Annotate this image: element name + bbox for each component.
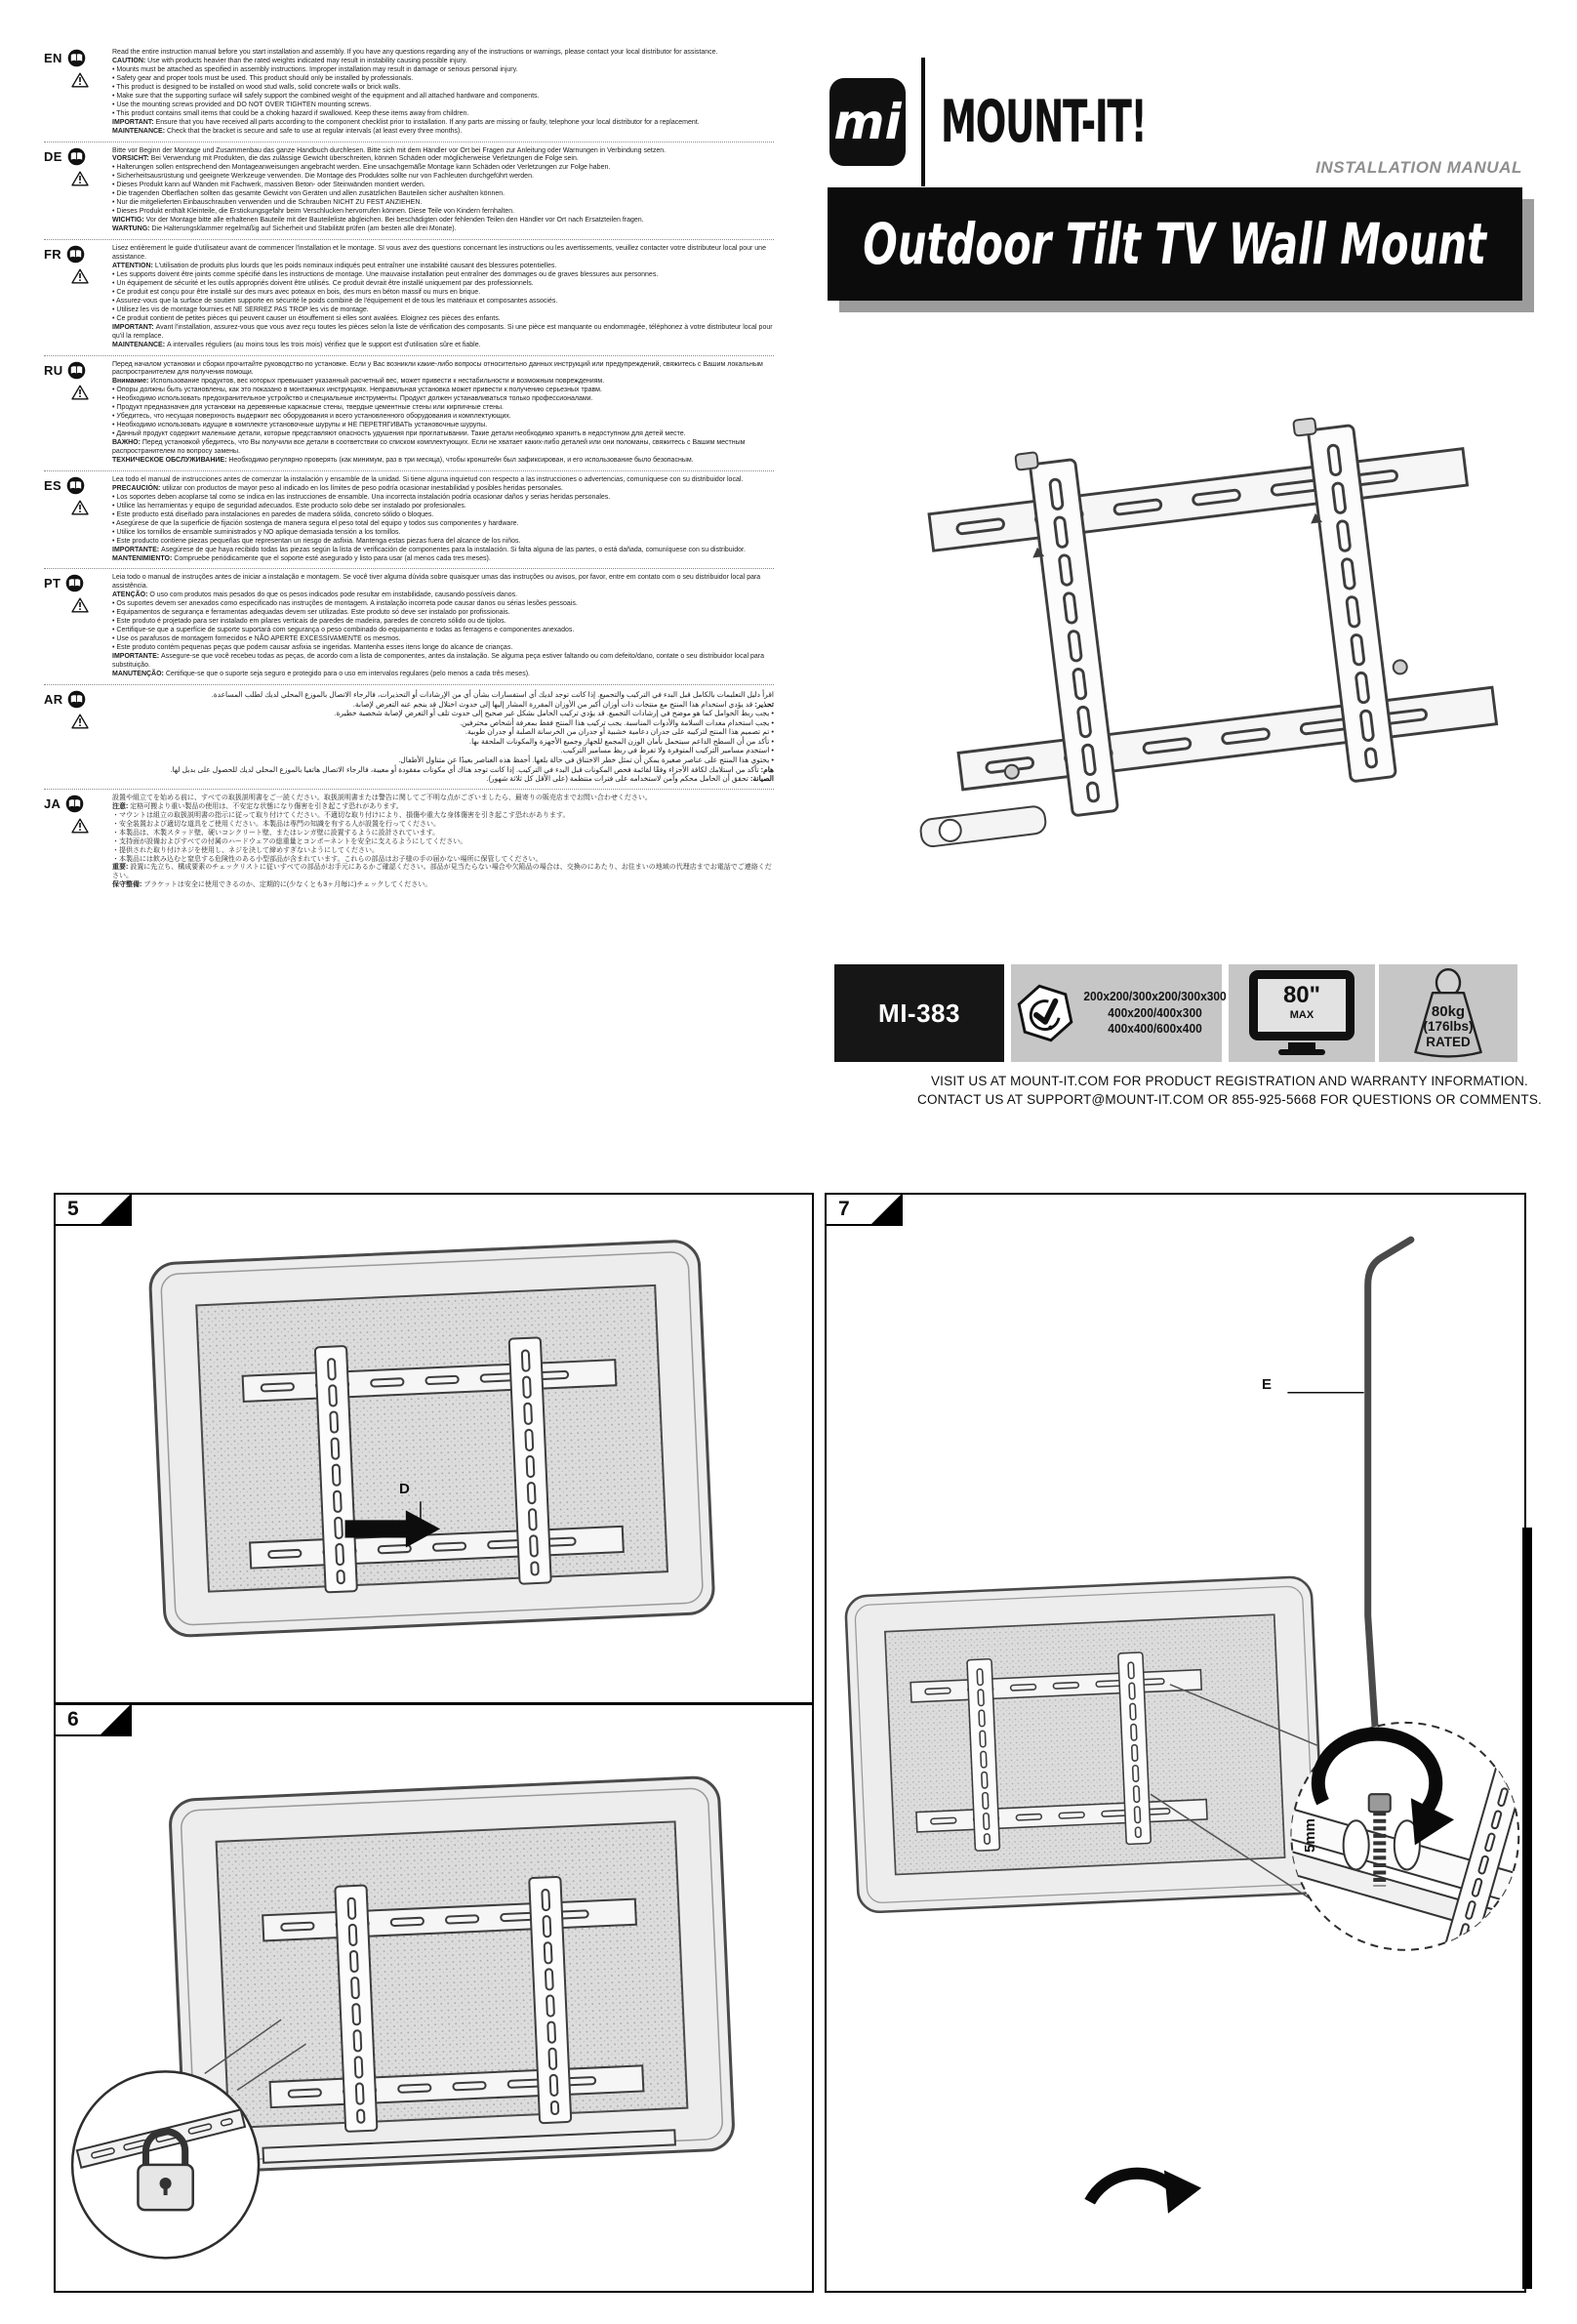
tilt-arrow — [1090, 2174, 1174, 2202]
instruction-line: IMPORTANT: Ensure that you have received all parts according to the component checklist prior to installation. If any parts are missing or faulty, telephone your local distributor for a replacement. — [112, 118, 700, 126]
weight-rating-badge — [1379, 964, 1517, 1062]
warning-icon — [71, 72, 89, 88]
language-blocks — [44, 49, 774, 890]
instruction-line: • Este produto é projetado para ser instalado em pilares verticais de paredes de madeira, paredes de concreto sólido ou de tijolos. — [112, 618, 506, 626]
instruction-line: • Ce produit est conçu pour être installé sur des murs avec poteaux en bois, des murs en béton massif ou murs en brique. — [112, 288, 481, 296]
read-manual-icon — [67, 147, 86, 166]
instruction-line: • Dieses Produkt enthält Kleinteile, die Erstickungsgefahr beim Verschlucken hervorrufen können. Diese Teile von Kindern fernhalten. — [112, 208, 515, 216]
instruction-line: ・提供された取り付けネジを使用し、ネジを決して締めすぎないようにしてください。 — [112, 846, 379, 854]
warning-icon — [71, 818, 89, 834]
language-block — [44, 470, 774, 564]
language-code: FR — [44, 247, 61, 263]
step-7-diagram — [827, 1195, 1524, 2291]
language-text — [112, 574, 774, 678]
instruction-line: • Os suportes devem ser anexados como especificado nas instruções de montagem. A instalação incorreta pode causar danos ou sérias lesões pessoais. — [112, 600, 578, 608]
language-gutter — [44, 245, 112, 284]
tool-callout-e: E — [1262, 1376, 1273, 1393]
warning-icon — [71, 597, 89, 613]
language-text — [112, 245, 774, 349]
language-text — [112, 795, 774, 890]
weight-rated-label: RATED — [1426, 1035, 1471, 1049]
instruction-line: • Продукт предназначен для установки на деревянные каркасные стены, твердые цементные стены или кирпичные стены. — [112, 404, 504, 412]
instruction-line: • Utilice los tornillos de ensamble suministrados y NO aplique demasiada tensión a los tornillos. — [112, 528, 401, 536]
warning-icon — [71, 714, 89, 729]
instruction-line: ・本製品は、木製スタッド壁、硬いコンクリート壁、またはレンガ壁に設置するように設計されています。 — [112, 829, 440, 836]
instruction-line: • Необходимо использовать предохранительное устройство и специальные инструменты. Продукт должен устанавливаться только профессионалами. — [112, 395, 593, 403]
language-code: ES — [44, 477, 61, 493]
instruction-line: • Safety gear and proper tools must be used. This product should only be installed by professionals. — [112, 74, 414, 82]
instruction-line: • Nur die mitgelieferten Einbauschrauben verwenden und die Schrauben NICHT ZU FEST ANZIEHEN. — [112, 199, 423, 207]
instruction-line: ВАЖНО: Перед установкой убедитесь, что Вы получили все детали в соответствии со списком комплектующих. Если не хватает каких-либо деталей или они поломаны, свяжитесь с Вашим местным распространителем по вопросу замены. — [112, 439, 746, 456]
instruction-line: MAINTENANCE: A intervalles réguliers (au moins tous les trois mois) vérifiez que le support est d'utilisation sûre et fiable. — [112, 341, 481, 348]
instruction-line: 設置や組立てを始める前に、すべての取扱説明書をご一読ください。取扱説明書または警告に関してご不明な点がございましたら、最寄りの販売店までお問い合わせください。 — [112, 794, 652, 801]
instruction-line: • تأكد من أن السطح الداعم سيتحمل بأمان الوزن المجمع للجهاز وجميع الأجهزة والمكونات الملحقة بها. — [469, 736, 774, 746]
read-manual-icon — [66, 245, 85, 264]
language-code: AR — [44, 691, 63, 707]
language-gutter — [44, 690, 112, 729]
max-tv-size-badge — [1229, 964, 1375, 1062]
registration-line: VISIT US AT MOUNT-IT.COM FOR PRODUCT REGISTRATION AND WARRANTY INFORMATION. — [930, 1074, 1529, 1088]
step-7-number: 7 — [825, 1193, 903, 1226]
instruction-line: MANUTENÇÃO: Certifique-se que o suporte seja seguro e protegido para o uso em intervalos regulares (pelo menos a cada três meses). — [112, 670, 530, 677]
product-title-banner — [828, 187, 1522, 301]
language-gutter — [44, 147, 112, 186]
instruction-line: ТЕХНИЧЕСКОЕ ОБСЛУЖИВАНИЕ: Необходимо регулярно проверять (как минимум, раз в три месяца), чтобы кронштейн был зафиксирован, и его использование было безопасным. — [112, 456, 694, 464]
instruction-line: Bitte vor Beginn der Montage und Zusammenbau das ganze Handbuch durchlesen. Bitte sich mit dem Händler vor Ort bei Fragen zur Anleitung oder Warnungen in Verbindung setzen. — [112, 146, 667, 154]
instruction-line: • Use the mounting screws provided and DO NOT OVER TIGHTEN mounting screws. — [112, 101, 372, 108]
instruction-line: • This product contains small items that could be a choking hazard if swallowed. Keep these items away from children. — [112, 109, 469, 117]
instruction-line: IMPORTANTE: Asegúrese de que haya recibido todas las piezas según la lista de verificación de componentes para la instalación. Si falta alguna de las partes, o está dañada, comuníquese con su distribuidor. — [112, 546, 746, 553]
instruction-line: • يجب استخدام معدات السلامة والأدوات المناسبة. يجب تركيب هذا المنتج فقط بمعرفة أشخاص محترفين. — [459, 717, 774, 727]
instruction-line: • Sicherheitsausrüstung und geeignete Werkzeuge verwenden. Die Montage des Produktes sollte nur von Fachleuten durchgeführt werden. — [112, 173, 534, 181]
instruction-line: • يحتوي هذا المنتج على عناصر صغيرة يمكن أن تمثل خطر الاختناق في حالة بلعها. أحفظ هذه العناصر بعيدًا عن متناول الأطفال. — [398, 755, 774, 765]
instruction-line: IMPORTANTE: Assegure-se que você recebeu todas as peças, de acordo com a lista de componentes, antes da instalação. Se alguma peça estiver faltando ou com defeito/dano, contate o seu distribuidor local para substituição. — [112, 653, 764, 669]
instruction-line: • Halterungen sollen entsprechend den Montageanweisungen angebracht werden. Eine unsachgemäße Montage kann Schäden oder Verletzungen zur Folge haben. — [112, 164, 611, 172]
instruction-line: • Make sure that the supporting surface will safely support the combined weight of the equipment and all attached hardware and components. — [112, 92, 540, 100]
language-block — [44, 789, 774, 890]
instruction-line: 注意: 定格可搬より重い製品の使用は、不安定な状態になり傷害を引き起こす恐れがあります。 — [112, 802, 403, 810]
read-manual-icon — [67, 690, 86, 709]
instruction-line: IMPORTANT: Avant l'installation, assurez-vous que vous avez reçu toutes les pièces selon la liste de vérification des composants. Si une pièce est manquante ou endommagée, téléphonez à votre distributeur local pour qu'il la remplace. — [112, 323, 773, 340]
manual-type-label: INSTALLATION MANUAL — [1315, 158, 1522, 177]
instruction-line: • Ce produit contient de petites pièces qui peuvent causer un étouffement si elles sont avalées. Eloignez ces pièces des enfants. — [112, 314, 501, 322]
instruction-line: • Assurez-vous que la surface de soutien supporte en sécurité le poids combiné de l'équipement et de tous les matériaux et composantes associés. — [112, 297, 558, 305]
instruction-line: • Dieses Produkt kann auf Wänden mit Fachwerk, massiven Beton- oder Steinwänden montiert werden. — [112, 182, 425, 189]
contact-info — [908, 1072, 1552, 1109]
language-block — [44, 568, 774, 678]
model-number: MI-383 — [878, 998, 960, 1028]
instruction-line: • Данный продукт содержит маленькие детали, которые представляют опасность удушения при проглатывании. Такие детали необходимо хранить в недоступном для детей месте. — [112, 430, 686, 438]
language-code: JA — [44, 795, 61, 811]
read-manual-icon — [65, 795, 84, 813]
warning-icon — [71, 171, 89, 186]
instruction-line: • Die tragenden Oberflächen sollten das gesamte Gewicht von Geräten und allen zusätzlichen Bauteilen sicher aushalten können. — [112, 190, 505, 198]
instruction-line: Read the entire instruction manual before you start installation and assembly. If you have any questions regarding any of the instructions or warnings, please contact your local distributor for assistance. — [112, 49, 718, 56]
language-code: RU — [44, 362, 63, 378]
language-gutter — [44, 795, 112, 834]
step-6-panel — [54, 1703, 814, 2293]
instruction-line: WICHTIG: Vor der Montage bitte alle erhaltenen Bauteile mit der Bauteileliste abgleichen. Bei beschädigten oder fehlenden Teilen den Händler vor Ort nach Ersatzteilen fragen. — [112, 217, 644, 224]
read-manual-icon — [66, 476, 85, 495]
step-7-panel — [825, 1193, 1526, 2293]
instruction-line: WARTUNG: Die Halterungsklammer regelmäßig auf Sicherheit und Stabilität prüfen (am besten alle drei Monate). — [112, 225, 457, 233]
step-6-diagram — [56, 1705, 812, 2291]
instruction-line: • استخدم مسامير التركيب المتوفرة ولا تفرط في ربط مسامير التركيب. — [560, 746, 774, 755]
instruction-line: • Este producto está diseñado para instalaciones en paredes de madera sólida, concreto sólido o bloques. — [112, 510, 434, 518]
instruction-line: ATENÇÃO: O uso com produtos mais pesados do que os pesos indicados pode resultar em instabilidade, causando possíveis danos. — [112, 591, 518, 599]
instruction-line: 保守整備: ブラケットは安全に使用できるのか、定期的に(少なくとも3ヶ月毎に)チェックしてください。 — [112, 881, 432, 889]
vesa-size-row: 400x200/400x300 — [1108, 1004, 1202, 1020]
logo-mark: mi — [829, 78, 906, 166]
language-gutter — [44, 361, 112, 400]
model-badge — [834, 964, 1004, 1062]
weight-kg: 80kg — [1431, 1003, 1466, 1020]
wall-mount-illustration — [849, 330, 1522, 955]
step-5-diagram — [56, 1195, 812, 1702]
read-manual-icon — [67, 361, 86, 380]
vesa-sizes — [1083, 989, 1226, 1038]
brand-logo — [829, 57, 1272, 187]
vesa-size-row: 400x400/600x400 — [1108, 1021, 1202, 1037]
instruction-line: • Utilisez les vis de montage fournies et NE SERREZ PAS TROP les vis de montage. — [112, 306, 369, 313]
tv-max-size: 80" — [1282, 982, 1321, 1008]
instruction-line: Внимание: Использование продуктов, вес которых превышает указанный расчетный вес, может привести к нестабильности и возможным повреждениям. — [112, 378, 605, 386]
part-callout-d: D — [399, 1481, 410, 1497]
vesa-size-row: 200x200/300x200/300x300 — [1083, 989, 1227, 1004]
instruction-line: • This product is designed to be installed on wood stud walls, solid concrete walls or brick walls. — [112, 83, 401, 91]
language-gutter — [44, 49, 112, 88]
instruction-line: • Un équipement de sécurité et les outils appropriés doivent être utilisés. Ce produit devrait être installé uniquement par des professionnels. — [112, 279, 534, 287]
instruction-line: Lisez entièrement le guide d'utilisateur avant de commencer l'installation et le montage. SI vous avez des questions concernant les instructions ou les avertissements, veuillez contacter votre distributeur local pour une assistance. — [112, 245, 766, 262]
instruction-line: • تم تصميم هذا المنتج لتركيبه على جدران دعامية خشبية أو جدران من الخرسانة الصلبة أو جدران طوبية. — [465, 727, 774, 737]
instruction-line: • Опоры должны быть установлены, как это показано в монтажных инструкциях. Неправильная установка может привести к получению серьезных травм. — [112, 387, 602, 394]
language-text — [112, 361, 774, 466]
language-code: DE — [44, 148, 62, 164]
instruction-line: • Asegúrese de que la superficie de fijación sostenga de manera segura el peso total del equipo y todos sus componentes y hardware. — [112, 519, 519, 527]
language-text — [112, 476, 774, 564]
product-title: Outdoor Tilt TV Wall Mount — [863, 211, 1487, 277]
page-edge-strip — [1522, 1528, 1532, 2289]
instruction-line: ・本製品には飲み込むと窒息する危険性のある小型部品が含まれています。これらの部品はお子様の手の届かない場所に保管してください。 — [112, 855, 543, 863]
language-block — [44, 355, 774, 466]
instruction-line: هام: تأكد من استلامك لكافة الأجزاء وفقًا لقائمة فحص المكونات قبل البدء في التركيب. إذا كانت توجد هناك أي مكونات مفقودة أو معيبة، فالرجاء الاتصال هاتفيا بالموزع المحلي لديك للحصول على بديل لها. — [170, 764, 774, 774]
language-block — [44, 142, 774, 235]
instruction-line: ・安全装置および適切な道具をご使用ください。本製品は専門の知識を有する人が設置を行ってください。 — [112, 820, 440, 828]
step-5-number: 5 — [54, 1193, 132, 1226]
language-text — [112, 147, 774, 235]
brand-name: MOUNT-IT! — [940, 88, 1146, 156]
instruction-line: • Mounts must be attached as specified in assembly instructions. Improper installation may result in damage or serious personal injury. — [112, 65, 518, 73]
instruction-line: الصيانة: تحقق أن الحامل محكم وآمن لاستخدامه على فترات منتظمة (على الأقل كل ثلاثة شهور). — [486, 774, 774, 784]
read-manual-icon — [67, 49, 86, 67]
instruction-line: VORSICHT: Bei Verwendung mit Produkten, die das zulässige Gewicht überschreiten, können Schäden oder möglicherweise Verletzungen die Folge sein. — [112, 155, 579, 163]
instruction-line: • Este producto contiene piezas pequeñas que representan un riesgo de asfixia. Mantenga estas piezas fuera del alcance de los niños. — [112, 537, 521, 545]
language-block — [44, 684, 774, 784]
hex-size-label: 5mm — [1302, 1817, 1319, 1854]
instruction-line: • Utilice las herramientas y equipo de seguridad adecuados. Este producto solo debe ser instalado por profesionales. — [112, 502, 466, 510]
instruction-line: ・支持面が設備およびすべての付属のハードウェアの総重量とコンポーネントを安全に支えるようにしてください。 — [112, 837, 467, 845]
instruction-line: • Certifique-se que a superfície de suporte suportará com segurança o peso combinado do equipamento e todas as ferragens e componentes anexados. — [112, 627, 575, 634]
instruction-line: Leia todo o manual de instruções antes de iniciar a instalação e montagem. Se você tiver alguma dúvida sobre quaisquer umas das instruções ou avisos, por favor, entre em contato com o seu distribuidor local para assistência. — [112, 574, 761, 591]
instruction-line: اقرأ دليل التعليمات بالكامل قبل البدء في التركيب والتجميع. إذا كانت توجد لديك أي استفسارات بشأن أي من الإرشادات أو التحذيرات، فالرجاء الاتصال بالموزع المحلي لديك لطلب المساعدة. — [211, 689, 774, 699]
instruction-line: • Los soportes deben acoplarse tal como se indica en las instrucciones de ensamble. Una incorrecta instalación podría ocasionar daños y serias heridas personales. — [112, 493, 611, 501]
warning-icon — [71, 385, 89, 400]
instruction-line: Перед началом установки и сборки прочитайте руководство по установке. Если у Вас возникли какие-либо вопросы относительно данных инструкций или предупреждений, свяжитесь с Вашим локальным распространителем для получения помощи. — [112, 360, 763, 377]
weight-lbs: (176lbs) — [1423, 1019, 1474, 1034]
logo-divider — [921, 58, 925, 186]
vesa-compliant-icon — [1017, 981, 1073, 1045]
instruction-line: ・マウントは組立の取扱説明書の指示に従って取り付けてください。不適切な取り付けにより、損傷や重大な身体傷害を引き起こす恐れがあります。 — [112, 811, 570, 819]
instruction-line: • Необходимо использовать идущие в комплекте установочные шурупы и НЕ ПЕРЕТЯГИВАТЬ установочные шурупы. — [112, 422, 488, 429]
instruction-line: • Убедитесь, что несущая поверхность выдержит вес оборудования и всего установленного оборудования и комплектующих. — [112, 413, 511, 421]
tv-max-label: MAX — [1289, 1009, 1314, 1021]
step-6-number: 6 — [54, 1703, 132, 1736]
instruction-line: تحذير: قد يؤدي استخدام هذا المنتج مع منتجات ذات أوزان أكبر من الأوزان المقررة المشار إليها إلى حدوث اختلال قد ينجم عنه التعرض لإصابة. — [352, 699, 774, 709]
instruction-line: MANTENIMIENTO: Compruebe periódicamente que el soporte esté asegurado y listo para usar (al menos cada tres meses). — [112, 554, 491, 562]
warning-icon — [71, 268, 89, 284]
instruction-line: • Este produto contém pequenas peças que podem causar asfixia se ingeridas. Mantenha esses itens longe do alcance de crianças. — [112, 644, 513, 652]
instruction-line: • Les supports doivent être joints comme spécifié dans les instructions de montage. Une mauvaise installation peut entraîner des dommages ou de graves blessures aux personnes. — [112, 270, 659, 278]
language-gutter — [44, 574, 112, 613]
language-text — [112, 690, 774, 784]
read-manual-icon — [65, 574, 84, 592]
language-block — [44, 49, 774, 137]
allen-wrench — [1368, 1240, 1411, 1782]
instruction-line: PRECAUCIÓN: utilizar con productos de mayor peso al indicado en los límites de peso podría ocasionar inestabilidad y posibles heridas personales. — [112, 484, 563, 492]
support-line: CONTACT US AT SUPPORT@MOUNT-IT.COM OR 855-925-5668 FOR QUESTIONS OR COMMENTS. — [917, 1092, 1542, 1107]
instruction-line: 重要: 設置に先立ち、構成要素のチェックリストに従いすべての部品がお手元にあるかご確認ください。部品が見当たらない場合や欠陥品の場合は、交換のにあたり、お住まいの地域の代理店までお電話でご連絡ください。 — [112, 864, 772, 880]
language-code: PT — [44, 576, 61, 591]
language-code: EN — [44, 51, 62, 65]
vesa-badge — [1011, 964, 1227, 1062]
language-block — [44, 239, 774, 349]
instruction-line: • يجب ربط الحوامل كما هو موضح في إرشادات التجميع. قد يؤدي تركيب الحامل بشكل غير صحيح إلى حدوث تلف أو التعرض لإصابة شخصية خطيرة. — [334, 709, 774, 718]
instruction-line: MAINTENANCE: Check that the bracket is secure and safe to use at regular intervals (at least every three months). — [112, 127, 463, 135]
instruction-line: • Use os parafusos de montagem fornecidos e NÃO APERTE EXCESSIVAMENTE os mesmos. — [112, 635, 401, 643]
language-gutter — [44, 476, 112, 515]
step-5-panel — [54, 1193, 814, 1704]
warning-icon — [71, 500, 89, 515]
instruction-line: Lea todo el manual de instrucciones antes de comenzar la instalación y ensamble de la unidad. Si tiene alguna inquietud con respecto a las instrucciones o advertencias, comuníquese con su distribuidor local. — [112, 475, 744, 483]
instruction-line: CAUTION: Use with products heavier than the rated weights indicated may result in instability causing possible injury. — [112, 57, 467, 64]
language-text — [112, 49, 774, 137]
instruction-line: ATTENTION: L'utilisation de produits plus lourds que les poids nominaux indiqués peut entraîner une instabilité causant des blessures potentielles. — [112, 262, 557, 269]
instruction-line: • Equipamentos de segurança e ferramentas adequadas devem ser utilizadas. Este produto só deve ser instalado por profissionais. — [112, 609, 510, 617]
